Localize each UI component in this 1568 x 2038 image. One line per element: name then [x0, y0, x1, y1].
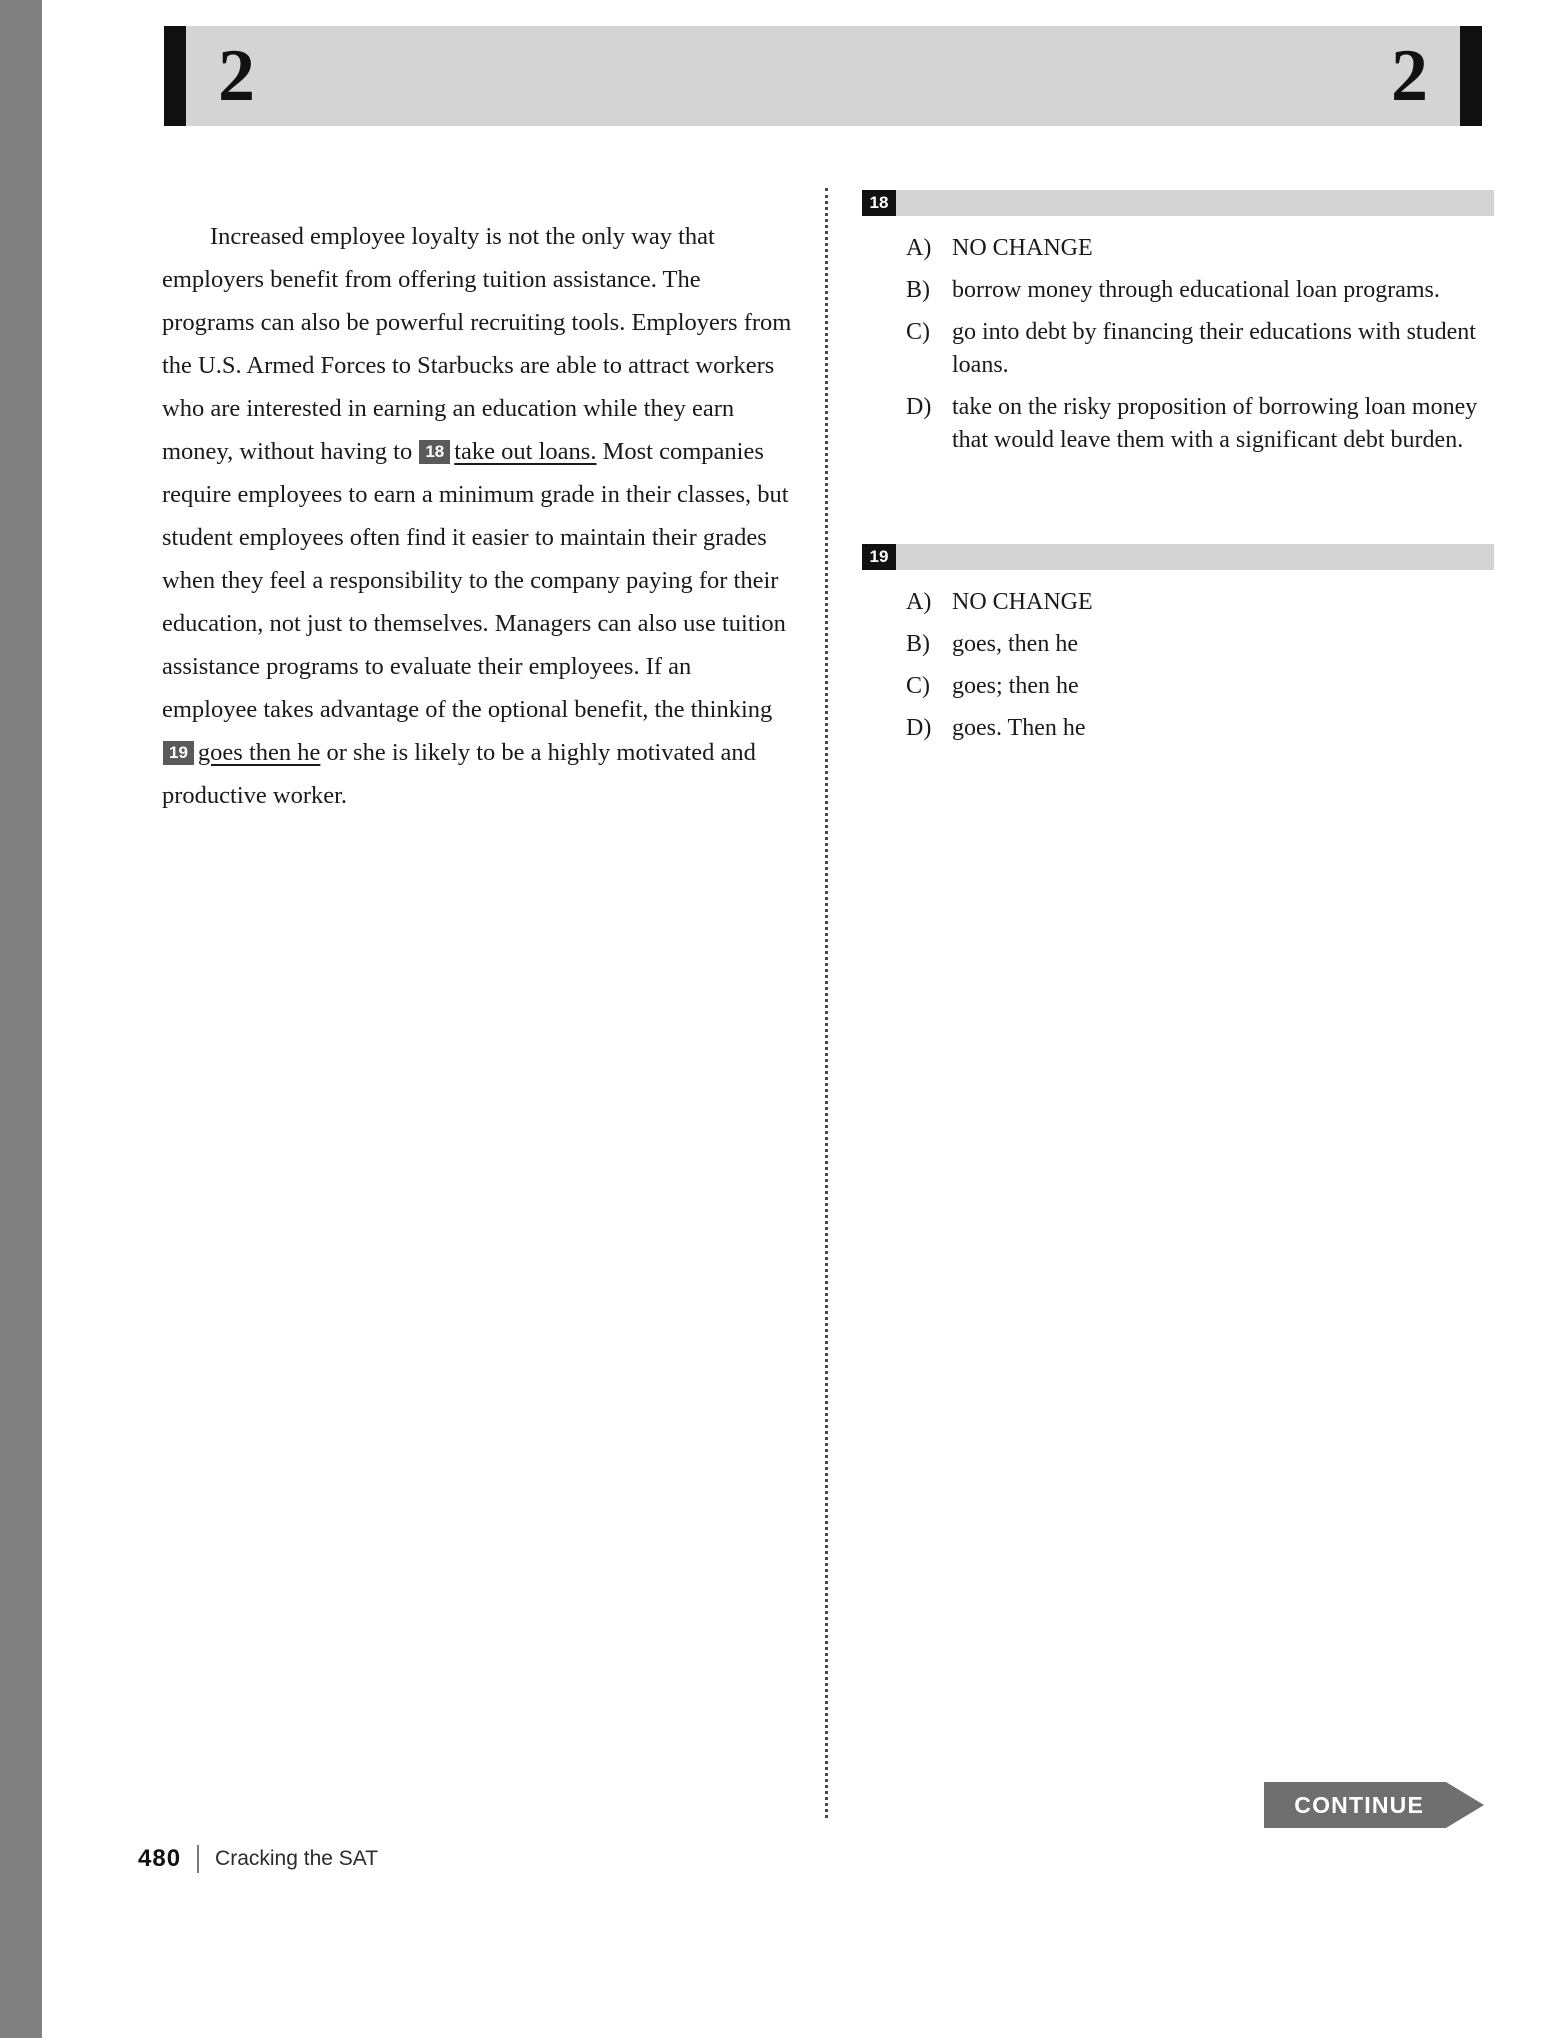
choice-letter: A)	[906, 589, 932, 615]
question-spacer	[862, 466, 1494, 544]
page-footer	[138, 1845, 378, 1873]
choice-text: take on the risky proposition of borrowing loan money that would leave them with a significant debt burden.	[952, 394, 1478, 453]
section-header	[164, 26, 1482, 126]
passage-column	[162, 190, 792, 841]
choice-letter: C)	[906, 319, 930, 345]
choice-letter: D)	[906, 394, 932, 420]
questions-column	[862, 190, 1494, 754]
passage-marker-18[interactable]: 18	[419, 440, 450, 464]
question-18-choice-d[interactable]	[862, 391, 1494, 457]
question-19-choice-c[interactable]	[862, 670, 1494, 703]
choice-text: NO CHANGE	[952, 589, 1093, 615]
passage-part-2: Most companies require employees to earn a minimum grade in their classes, but student employees often find it easier to maintain their grades when they feel a responsibility to the company paying for their education, not just to themselves. Managers can also use tuition assistance programs to evaluate their employees. If an employee takes advantage of the optional benefit, the thinking	[162, 437, 789, 723]
choice-text: goes; then he	[952, 673, 1079, 699]
passage-text	[162, 215, 792, 817]
page-body	[42, 0, 1568, 2038]
question-18-choice-a[interactable]	[862, 232, 1494, 265]
section-number-left: 2	[218, 35, 255, 117]
passage-part-3: or she is likely to be a highly motivated and productive worker.	[162, 738, 756, 809]
passage-marker-19[interactable]: 19	[163, 741, 194, 765]
question-19	[862, 544, 1494, 745]
underlined-portion-18: take out loans.	[454, 437, 597, 465]
choice-text: go into debt by financing their educations with student loans.	[952, 319, 1476, 378]
choice-text: goes, then he	[952, 631, 1078, 657]
passage-part-1: Increased employee loyalty is not the only way that employers benefit from offering tuition assistance. The programs can also be powerful recruiting tools. Employers from the U.S. Armed Forces to Starbucks are able to attract workers who are interested in earning an education while they earn money, without having to	[162, 222, 792, 465]
header-block-left	[164, 26, 186, 126]
book-title: Cracking the SAT	[215, 1847, 379, 1870]
question-19-bar	[862, 544, 1494, 570]
page-number: 480	[138, 1845, 182, 1872]
question-18-choice-b[interactable]	[862, 274, 1494, 307]
header-bar	[164, 26, 1482, 126]
question-18-choice-c[interactable]	[862, 316, 1494, 382]
question-18	[862, 190, 1494, 457]
question-19-number: 19	[862, 544, 896, 570]
header-block-right	[1460, 26, 1482, 126]
choice-letter: D)	[906, 715, 932, 741]
footer-divider	[197, 1845, 199, 1873]
continue-banner	[1264, 1782, 1484, 1828]
question-19-choice-a[interactable]	[862, 586, 1494, 619]
continue-arrow-icon	[1446, 1782, 1484, 1828]
page-gutter	[0, 0, 42, 2038]
continue-label: CONTINUE	[1264, 1782, 1446, 1828]
choice-letter: B)	[906, 631, 930, 657]
question-19-choice-d[interactable]	[862, 712, 1494, 745]
choice-text: goes. Then he	[952, 715, 1086, 741]
choice-letter: B)	[906, 277, 930, 303]
question-18-number: 18	[862, 190, 896, 216]
question-19-choice-b[interactable]	[862, 628, 1494, 661]
choice-text: borrow money through educational loan programs.	[952, 277, 1440, 303]
column-divider	[825, 188, 828, 1818]
choice-letter: C)	[906, 673, 930, 699]
choice-text: NO CHANGE	[952, 235, 1093, 261]
underlined-portion-19: goes then he	[197, 738, 321, 766]
choice-letter: A)	[906, 235, 932, 261]
section-number-right: 2	[1391, 35, 1428, 117]
question-18-bar	[862, 190, 1494, 216]
